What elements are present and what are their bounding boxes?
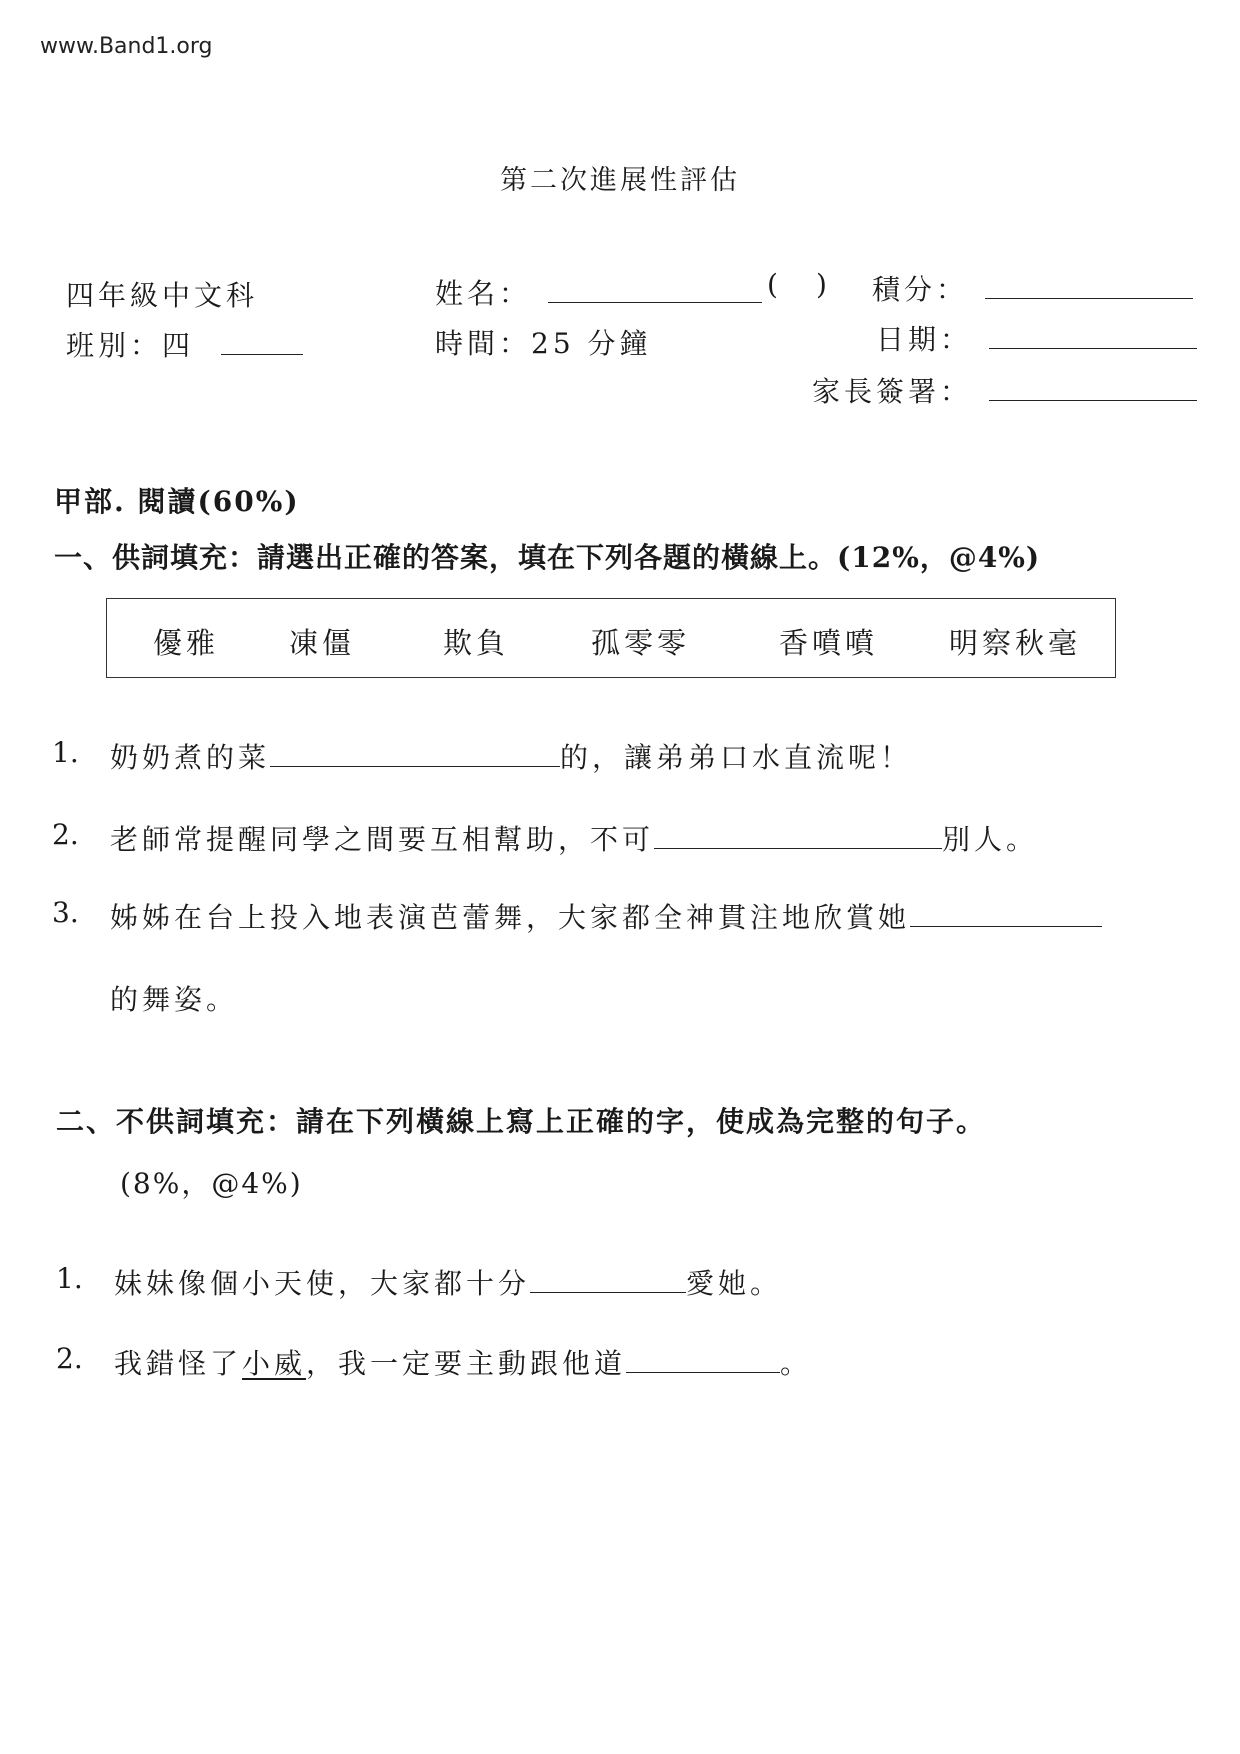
section2-marks: (8%，@4%) <box>120 1167 303 1200</box>
answer-blank[interactable] <box>626 1346 780 1373</box>
name-blank[interactable] <box>548 276 762 303</box>
parent-sign-label: 家長簽署： <box>812 375 973 408</box>
word-bank-item: 優雅 <box>153 626 220 660</box>
name-label: 姓名： <box>435 277 532 310</box>
score-field <box>872 268 1193 308</box>
question-number: 2. <box>52 818 79 851</box>
class-number-parens: ( ) <box>767 268 831 301</box>
date-label: 日期： <box>876 323 973 356</box>
answer-blank[interactable] <box>654 822 942 849</box>
word-bank-item: 香噴噴 <box>779 626 879 660</box>
section1-title: 一、供詞填充：請選出正確的答案，填在下列各題的橫線上。(12%，@4%) <box>54 541 1041 574</box>
page-title: 第二次進展性評估 <box>500 165 740 196</box>
question-1-3-continuation: 的舞姿。 <box>110 983 239 1016</box>
question-1-1: 奶奶煮的菜 的，讓弟弟口水直流呢！ <box>110 741 913 774</box>
question-2-2: 我錯怪了小威，我一定要主動跟他道 。 <box>114 1347 813 1380</box>
question-2-1: 妹妹像個小天使，大家都十分 愛她。 <box>114 1267 783 1300</box>
question-1-3: 姊姊在台上投入地表演芭蕾舞，大家都全神貫注地欣賞她 <box>110 896 1102 936</box>
word-bank-item: 欺負 <box>443 626 510 660</box>
part-a-title: 甲部. 閱讀(60%) <box>54 485 300 518</box>
class-blank[interactable] <box>221 328 303 355</box>
word-bank-item: 明察秋毫 <box>949 626 1082 660</box>
word-bank-item: 孤零零 <box>591 626 691 660</box>
parent-sign-blank[interactable] <box>989 374 1197 401</box>
date-blank[interactable] <box>989 322 1197 349</box>
class-label: 班別：四 <box>66 329 195 362</box>
name-field <box>435 272 762 312</box>
date-field <box>872 318 1197 358</box>
question-1-2: 老師常提醒同學之間要互相幫助，不可 別人。 <box>110 823 1039 856</box>
section2-title: 二、不供詞填充：請在下列橫線上寫上正確的字，使成為完整的句子。 <box>56 1105 987 1138</box>
question-number: 2. <box>56 1342 83 1375</box>
proper-name: 小威 <box>242 1347 307 1380</box>
class-field <box>66 324 303 364</box>
question-number: 3. <box>52 896 79 929</box>
watermark-url: www.Band1.org <box>40 34 213 59</box>
word-bank-box <box>106 598 1116 678</box>
word-bank-item: 凍僵 <box>289 626 356 660</box>
answer-blank[interactable] <box>270 740 560 767</box>
parent-sign-field <box>812 370 1197 410</box>
question-number: 1. <box>52 736 79 769</box>
answer-blank[interactable] <box>530 1266 686 1293</box>
question-number: 1. <box>56 1262 83 1295</box>
answer-blank[interactable] <box>910 900 1102 927</box>
score-blank[interactable] <box>985 272 1193 299</box>
score-label: 積分： <box>872 273 969 306</box>
grade-subject: 四年級中文科 <box>66 279 259 312</box>
time-label: 時間：25 分鐘 <box>435 327 652 360</box>
